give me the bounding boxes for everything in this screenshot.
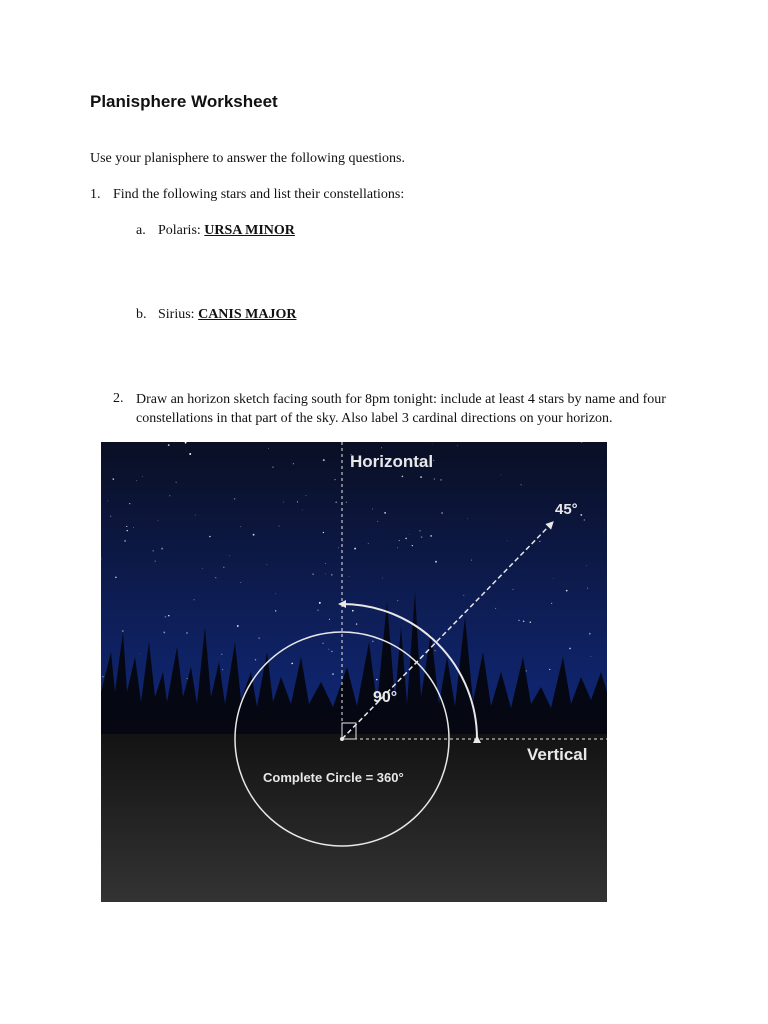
angle-diagram-image xyxy=(101,442,607,902)
star-dot xyxy=(268,448,269,449)
star-dot xyxy=(155,561,156,562)
star-dot xyxy=(399,540,400,541)
star-dot xyxy=(136,480,137,481)
star-dot xyxy=(334,479,335,480)
star-dot xyxy=(463,595,464,596)
item-b-label: Sirius: xyxy=(158,307,195,322)
star-dot xyxy=(186,632,187,633)
star-dot xyxy=(384,512,386,514)
star-dot xyxy=(331,574,333,576)
star-dot xyxy=(267,564,268,565)
label-vertical: Vertical xyxy=(527,745,588,764)
star-dot xyxy=(589,633,591,635)
star-dot xyxy=(169,495,170,496)
star-dot xyxy=(209,536,211,538)
star-dot xyxy=(194,599,195,600)
star-dot xyxy=(322,643,323,644)
star-dot xyxy=(586,565,587,566)
star-dot xyxy=(328,649,329,650)
star-dot xyxy=(551,603,552,604)
star-dot xyxy=(569,648,571,650)
star-dot xyxy=(222,669,223,670)
star-dot xyxy=(553,578,554,579)
star-dot xyxy=(253,534,255,536)
star-dot xyxy=(323,459,325,461)
star-dot xyxy=(338,547,339,548)
star-dot xyxy=(587,588,588,589)
star-dot xyxy=(312,573,314,575)
star-dot xyxy=(129,503,130,504)
star-dot xyxy=(291,663,293,665)
star-dot xyxy=(115,577,117,579)
star-dot xyxy=(435,561,437,563)
item-b-answer: CANIS MAJOR xyxy=(198,307,297,322)
star-dot xyxy=(354,548,356,550)
star-dot xyxy=(258,637,259,638)
page-title: Planisphere Worksheet xyxy=(90,92,278,111)
star-dot xyxy=(430,535,432,537)
star-dot xyxy=(539,541,540,542)
question-2-number: 2. xyxy=(113,391,124,406)
label-complete-circle: Complete Circle = 360° xyxy=(263,770,404,785)
item-a-letter: a. xyxy=(136,223,146,238)
star-dot xyxy=(495,608,496,609)
star-dot xyxy=(158,520,159,521)
star-dot xyxy=(165,616,167,618)
star-dot xyxy=(590,656,591,657)
star-dot xyxy=(325,574,326,575)
star-dot xyxy=(352,610,354,612)
star-dot xyxy=(168,615,169,616)
star-dot xyxy=(420,476,422,478)
star-dot xyxy=(234,498,236,500)
star-dot xyxy=(275,610,276,611)
star-dot xyxy=(163,631,165,633)
star-dot xyxy=(402,476,404,478)
star-dot xyxy=(381,447,382,448)
star-dot xyxy=(397,600,398,601)
star-dot xyxy=(152,550,154,552)
star-dot xyxy=(526,670,527,671)
star-dot xyxy=(512,589,513,590)
star-dot xyxy=(275,593,276,594)
star-dot xyxy=(122,630,124,632)
star-dot xyxy=(140,653,141,654)
star-dot xyxy=(272,466,274,468)
star-dot xyxy=(329,619,330,620)
star-dot xyxy=(279,526,280,527)
star-dot xyxy=(523,621,525,623)
star-dot xyxy=(195,515,196,516)
star-dot xyxy=(102,676,103,677)
star-dot xyxy=(223,567,224,568)
star-dot xyxy=(186,451,187,452)
star-dot xyxy=(142,476,143,477)
star-dot xyxy=(319,602,321,604)
star-dot xyxy=(237,625,239,627)
star-dot xyxy=(283,502,284,503)
star-dot xyxy=(240,582,241,583)
question-2-text: Draw an horizon sketch facing south for 8pm tonight: include at least 4 stars by name and four constellations in that part of the sky. Also label 3 cardinal directions on your horizon. xyxy=(136,392,666,426)
star-dot xyxy=(441,512,443,514)
star-dot xyxy=(421,536,423,538)
label-45-degrees: 45° xyxy=(555,501,578,518)
star-dot xyxy=(293,463,294,464)
star-dot xyxy=(440,479,441,480)
star-dot xyxy=(419,530,420,531)
star-dot xyxy=(113,478,115,480)
star-dot xyxy=(376,679,377,680)
star-dot xyxy=(133,527,134,528)
question-1-text: Find the following stars and list their constellations: xyxy=(113,187,405,202)
center-point xyxy=(340,737,344,741)
star-dot xyxy=(240,526,241,527)
star-dot xyxy=(372,641,374,643)
star-dot xyxy=(189,453,191,455)
star-dot xyxy=(405,538,407,540)
star-dot xyxy=(323,532,324,533)
star-dot xyxy=(433,460,434,461)
star-dot xyxy=(126,526,127,527)
label-90-degrees: 90° xyxy=(373,689,398,706)
star-dot xyxy=(168,444,170,446)
star-dot xyxy=(412,545,413,546)
star-dot xyxy=(215,577,216,578)
star-dot xyxy=(432,444,433,445)
star-dot xyxy=(343,541,344,542)
star-dot xyxy=(124,540,126,542)
star-dot xyxy=(521,484,522,485)
item-a-row xyxy=(158,222,295,240)
star-dot xyxy=(187,678,188,679)
star-dot xyxy=(356,623,357,624)
star-dot xyxy=(584,519,585,520)
star-dot xyxy=(467,518,468,519)
star-dot xyxy=(202,568,203,569)
star-dot xyxy=(331,651,332,652)
star-dot xyxy=(507,541,508,542)
star-dot xyxy=(377,521,378,522)
item-b-row xyxy=(158,306,296,324)
star-dot xyxy=(372,508,373,509)
star-dot xyxy=(127,530,128,531)
star-dot xyxy=(434,478,436,480)
star-dot xyxy=(176,482,177,483)
star-dot xyxy=(161,548,163,550)
star-dot xyxy=(349,576,350,577)
star-dot xyxy=(409,534,410,535)
intro-text: Use your planisphere to answer the following questions. xyxy=(90,151,405,166)
question-1-number: 1. xyxy=(90,187,101,202)
star-dot xyxy=(471,560,472,561)
star-dot xyxy=(305,495,306,496)
label-horizontal: Horizontal xyxy=(350,452,434,471)
star-dot xyxy=(346,502,347,503)
star-dot xyxy=(518,620,519,621)
star-dot xyxy=(435,650,436,651)
star-dot xyxy=(566,590,568,592)
star-dot xyxy=(229,555,230,556)
star-dot xyxy=(457,445,458,446)
star-dot xyxy=(530,622,531,623)
star-dot xyxy=(580,514,582,516)
star-dot xyxy=(110,516,111,517)
star-dot xyxy=(368,543,369,544)
star-dot xyxy=(297,501,298,502)
star-dot xyxy=(221,654,222,655)
star-dot xyxy=(397,548,398,549)
star-dot xyxy=(255,659,256,660)
star-dot xyxy=(107,501,108,502)
star-dot xyxy=(325,563,326,564)
star-dot xyxy=(382,578,383,579)
star-dot xyxy=(317,609,319,611)
item-b-letter: b. xyxy=(136,307,147,322)
star-dot xyxy=(549,669,550,670)
star-dot xyxy=(501,474,502,475)
item-a-label: Polaris: xyxy=(158,223,201,238)
item-a-answer: URSA MINOR xyxy=(204,223,295,238)
star-dot xyxy=(332,673,334,675)
star-dot xyxy=(335,501,337,503)
star-dot xyxy=(302,510,303,511)
